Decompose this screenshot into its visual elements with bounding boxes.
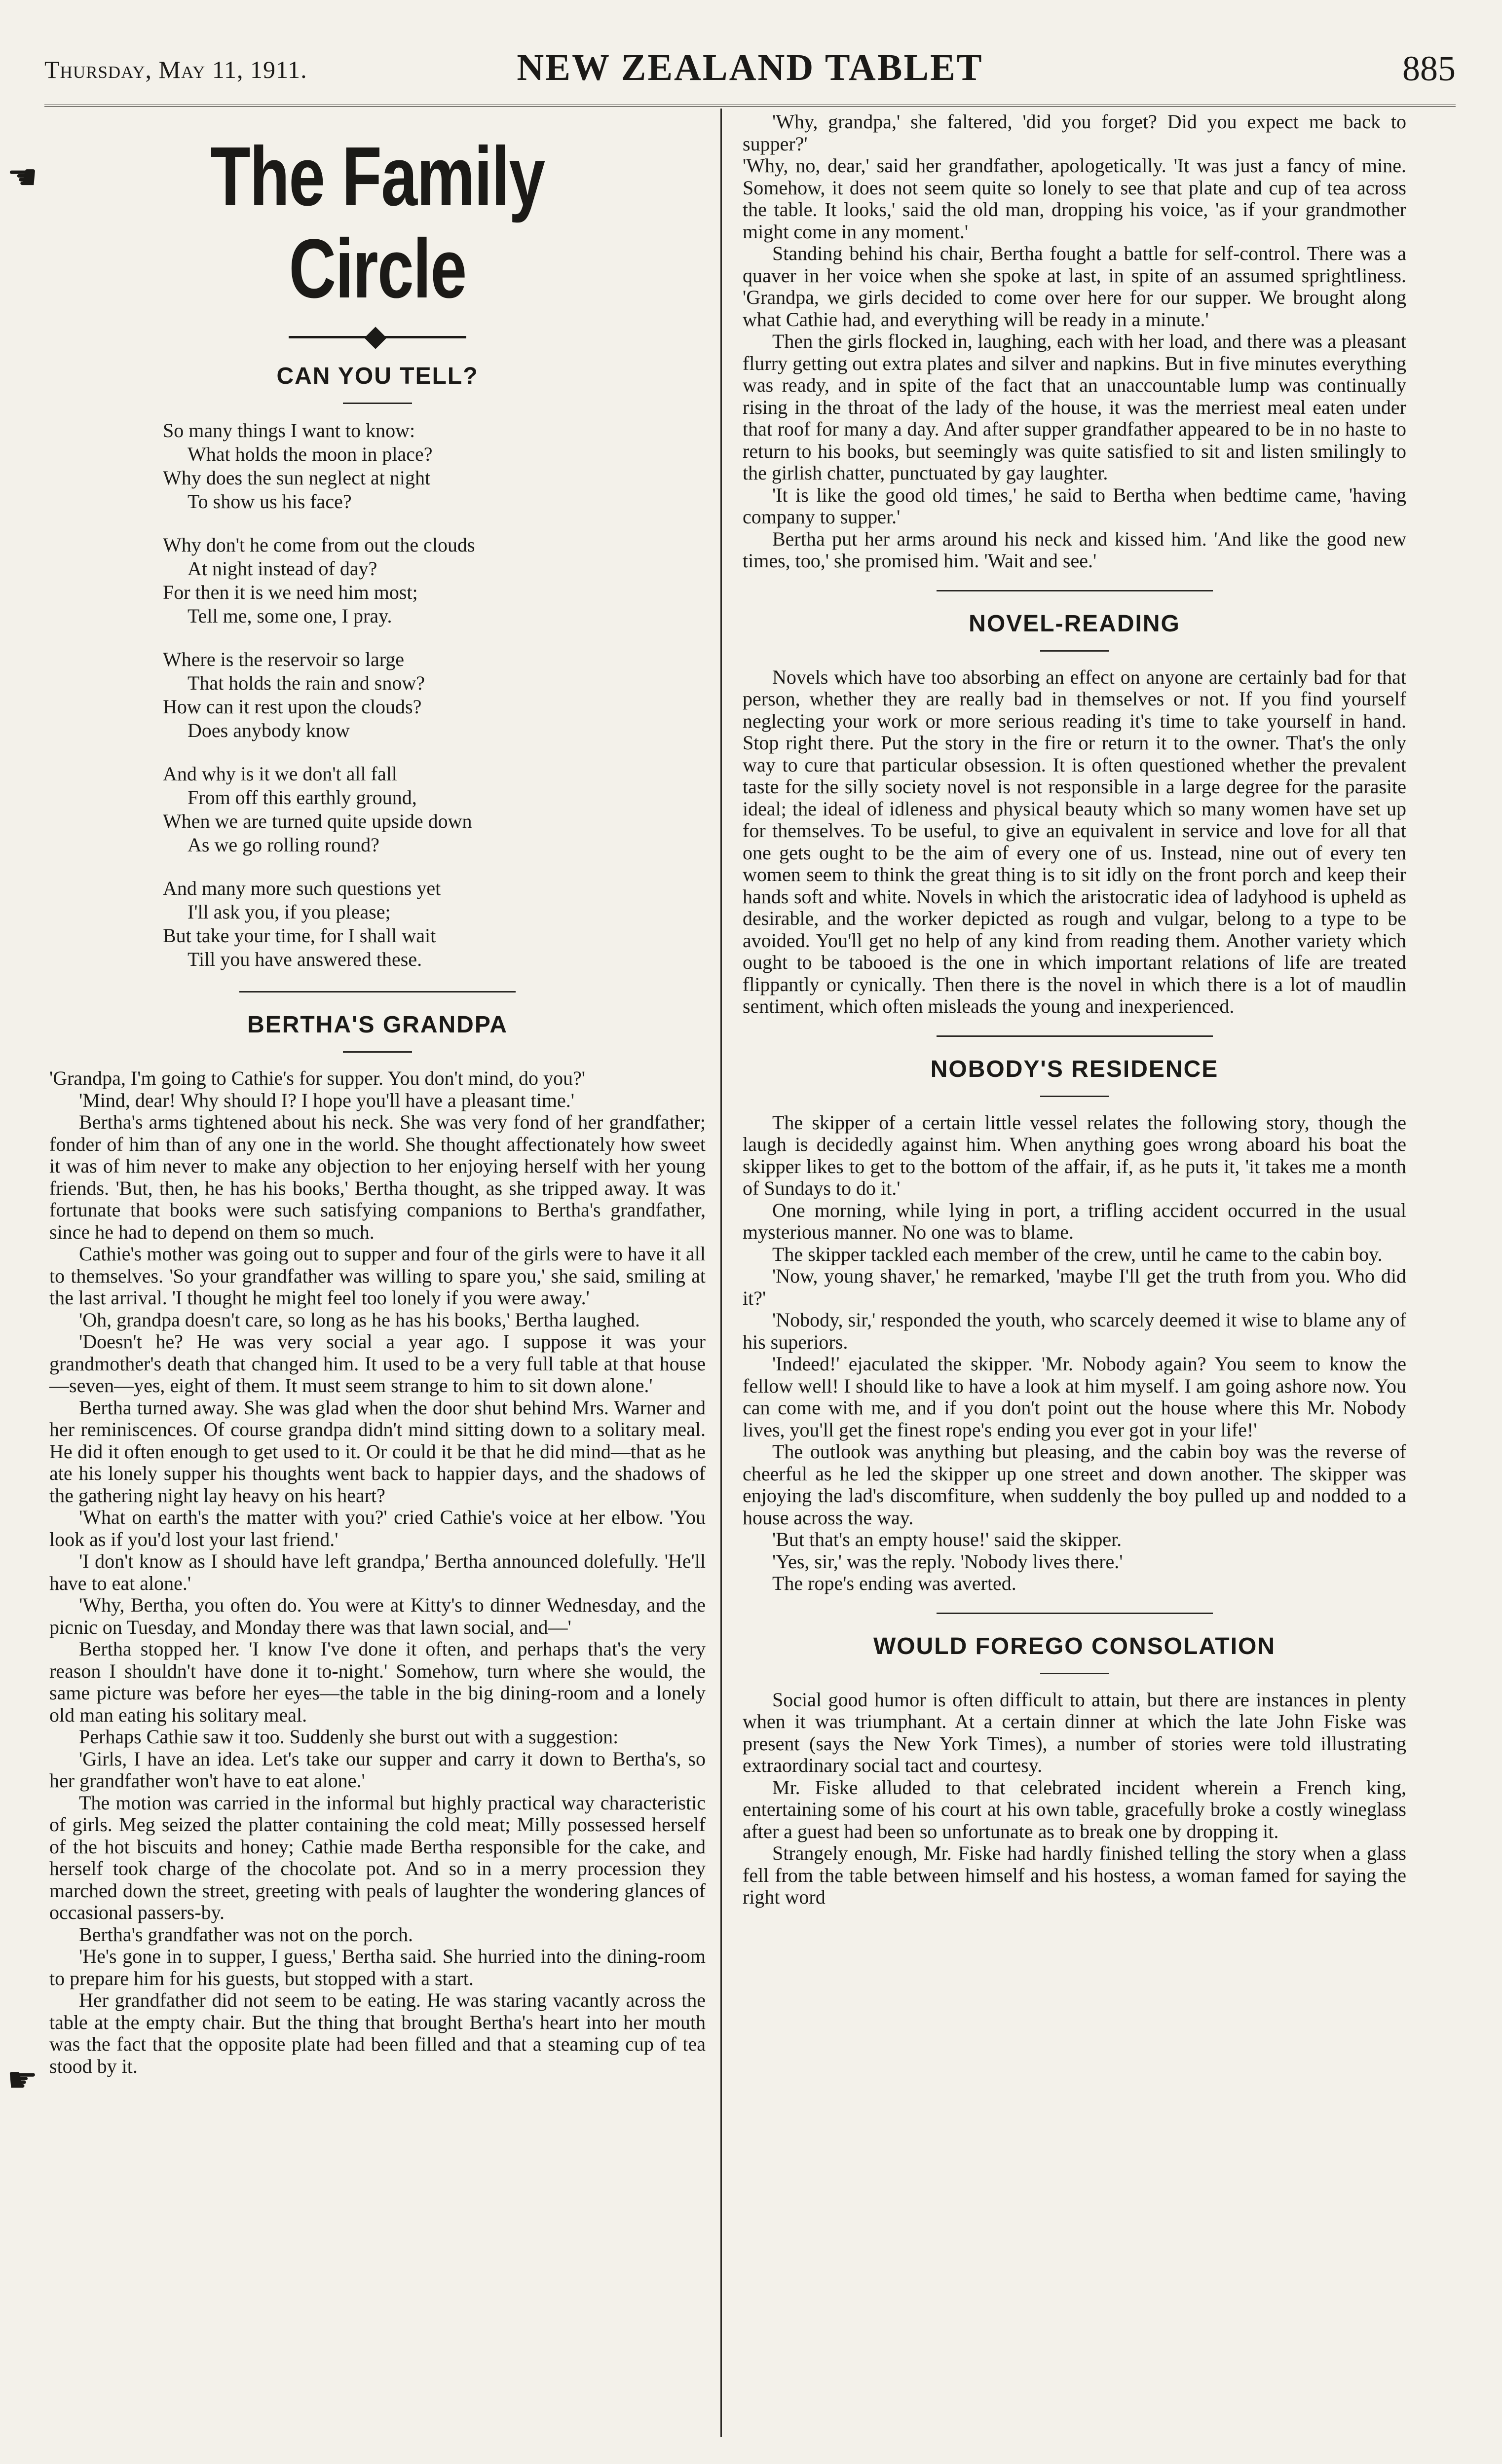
poem-line: How can it rest upon the clouds? [163,696,422,718]
paragraph: The rope's ending was averted. [772,1572,1016,1594]
poem-line: So many things I want to know: [163,419,415,441]
section-title-consolation: WOULD FOREGO CONSOLATION [873,1633,1276,1659]
paragraph: Strangely enough, Mr. Fiske had hardly finished telling the story when a glass fell from the table between himself and his hostess, a woman famed for saying the right word [743,1842,1406,1908]
section-title-novel: NOVEL-READING [969,610,1180,637]
poem-line: But take your time, for I shall wait [163,924,436,947]
poem-line: From off this earthly ground, [188,786,417,809]
poem-line: I'll ask you, if you please; [188,901,391,923]
pointing-hand-icon: ☛ [7,2061,38,2099]
paragraph: 'Mind, dear! Why should I? I hope you'll have a pleasant time.' [79,1089,574,1111]
article-consolation [743,1689,1406,1909]
paragraph: 'Nobody, sir,' responded the youth, who scarcely deemed it wise to blame any of his superiors. [743,1309,1406,1353]
poem-title: CAN YOU TELL? [276,363,479,389]
masthead [44,43,1456,103]
poem-line: Tell me, some one, I pray. [188,605,392,627]
page-title: The Family Circle [210,130,545,316]
section-rule [937,1613,1213,1614]
section-rule [1040,650,1109,652]
paragraph: 'Doesn't he? He was very social a year ago. I suppose it was your grandmother's death that changed him. It used to be a very full table at that house—seven—yes, eight of them. It must seem strange to him to sit down alone.' [49,1330,706,1397]
title-ornament [289,330,466,344]
page-number: 885 [1402,49,1456,88]
paragraph: Mr. Fiske alluded to that celebrated incident wherein a French king, entertaining some of his court at his own table, gracefully broke a costly wineglass after a guest had been so unfortunate as to break one by dropping it. [743,1776,1406,1842]
right-column [743,111,1406,1909]
paragraph: One morning, while lying in port, a trifling accident occurred in the usual mysterious manner. No one was to blame. [743,1199,1406,1243]
poem-line: For then it is we need him most; [163,581,418,603]
paragraph: Her grandfather did not seem to be eating. He was staring vacantly across the table at the empty chair. But the thing that brought Bertha's heart into her mouth was the fact that the opposite plate had been filled and that a steaming cup of tea stood by it. [49,1989,706,2077]
paragraph: 'Yes, sir,' was the reply. 'Nobody lives there.' [772,1550,1123,1573]
publication-title: NEW ZEALAND TABLET [517,47,983,88]
poem-line: Why don't he come from out the clouds [163,534,475,556]
paragraph: Bertha's grandfather was not on the porch. [79,1923,413,1946]
paragraph: 'Why, Bertha, you often do. You were at Kitty's to dinner Wednesday, and the picnic on Tuesday, and Monday there was that lawn social, and—' [49,1594,706,1638]
pointing-hand-icon: ☚ [7,159,38,197]
poem-line: That holds the rain and snow? [188,672,425,694]
section-rule [239,991,516,993]
stanza [163,533,706,628]
paragraph: Bertha turned away. She was glad when the door shut behind Mrs. Warner and her reminiscences. Of course grandpa didn't mind sitting down to a solitary meal. He did it often enough to get used to it. Or could it be that he did mind—that as he ate his lonely supper his thoughts went back to happier days, and the shadows of the gathering night lay heavy on his heart? [49,1396,706,1507]
paragraph: 'I don't know as I should have left grandpa,' Bertha announced dolefully. 'He'll have to eat alone.' [49,1550,706,1594]
paragraph: 'Girls, I have an idea. Let's take our supper and carry it down to Bertha's, so her grandfather won't have to eat alone.' [49,1747,706,1792]
stanza [163,762,706,857]
column-divider [720,109,722,2437]
paragraph: Cathie's mother was going out to supper and four of the girls were to have it all to themselves. 'So your grandfather was willing to spare you,' she said, smiling at the last arrival. 'I thought he might feel too lonely if you were away.' [49,1243,706,1309]
paragraph: 'Grandpa, I'm going to Cathie's for supper. You don't mind, do you?' [49,1067,585,1089]
poem [163,419,706,971]
paragraph: The motion was carried in the informal but highly practical way characteristic of girls. Meg seized the platter containing the cold meat; Milly possessed herself of the hot biscuits and honey; Cathie made Bertha responsible for the cake, and herself took charge of the chocolate pot. And so in a merry procession they marched down the street, greeting with peals of laughter the wondering glances of occasional passers-by. [49,1791,706,1923]
stanza [163,877,706,971]
poem-line: And why is it we don't all fall [163,763,397,785]
article-novel [743,666,1406,1018]
masthead-rule [44,105,1456,107]
paragraph: 'What on earth's the matter with you?' cried Cathie's voice at her elbow. 'You look as if you'd lost your last friend.' [49,1506,706,1550]
paragraph: 'It is like the good old times,' he said to Bertha when bedtime came, 'having company to supper.' [743,483,1406,528]
poem-line: And many more such questions yet [163,877,441,899]
section-title-nobody: NOBODY'S RESIDENCE [930,1056,1219,1082]
section-rule [1040,1096,1109,1097]
paragraph: The outlook was anything but pleasing, and the cabin boy was the reverse of cheerful as he led the skipper up one street and down another. The skipper was enjoying the lad's discomfiture, when suddenly the boy pulled up and nodded to a house across the way. [743,1440,1406,1529]
left-column [49,111,706,2077]
poem-line: Where is the reservoir so large [163,648,405,670]
poem-line: Till you have answered these. [188,948,422,970]
issue-date: Thursday, May 11, 1911. [44,56,307,83]
section-rule [937,590,1213,591]
paragraph: 'Oh, grandpa doesn't care, so long as he has his books,' Bertha laughed. [79,1308,640,1331]
paragraph: 'Why, grandpa,' she faltered, 'did you forget? Did you expect me back to supper?' [743,110,1406,155]
poem-line: To show us his face? [188,490,352,513]
section-title-bertha: BERTHA'S GRANDPA [247,1012,508,1038]
article-bertha-continued [743,111,1406,572]
paragraph: The skipper of a certain little vessel relates the following story, though the laugh is decidedly against him. When anything goes wrong aboard his boat the skipper likes to get to the bottom of the affair, if, as he puts it, 'it takes me a month of Sundays to do it.' [743,1111,1406,1199]
paragraph: 'Indeed!' ejaculated the skipper. 'Mr. Nobody again? You seem to know the fellow well! I should like to have a look at him myself. I am going ashore now. You can come with me, and if you don't point out the house where this Mr. Nobody lives, you'll get the finest rope's ending you ever got in your life!' [743,1353,1406,1441]
poem-line: Why does the sun neglect at night [163,467,431,489]
paragraph: Perhaps Cathie saw it too. Suddenly she burst out with a suggestion: [79,1726,619,1748]
poem-line: When we are turned quite upside down [163,810,472,832]
stanza [163,419,706,514]
paragraph: Novels which have too absorbing an effect on anyone are certainly bad for that person, whether they are really bad in themselves or not. If you find yourself neglecting your work or more serious reading it's time to take yourself in hand. Stop right there. Put the story in the fire or return it to the owner. That's the only way to cure that particular obsession. It is often questioned whether the prevalent taste for the silly society novel is not responsible in a large degree for the parasite ideal; the ideal of idleness and physical beauty which so many women have set up for themselves. To be useful, to give an equivalent in service and love for all that one gets ought to be the aim of every one of us. Instead, nine out of every ten women seem to think the great thing is to sit idly on the front porch and keep their hands soft and white. Novels in which the aristocratic idea of ladyhood is upheld as desirable, and the worker depicted as rough and vulgar, belong to a type to be avoided. You'll get no help of any kind from reading them. Another variety which ought to be tabooed is the one in which important relations of life are treated flippantly or cynically. Then there is the novel in which there is a lot of maudlin sentiment, which often misleads the young and inexperienced. [743,665,1406,1017]
section-rule [343,403,412,404]
section-rule [937,1035,1213,1037]
paragraph: 'Now, young shaver,' he remarked, 'maybe I'll get the truth from you. Who did it?' [743,1265,1406,1309]
poem-line: What holds the moon in place? [188,443,433,465]
paragraph: Bertha stopped her. 'I know I've done it often, and perhaps that's the very reason I shouldn't have done it to-night.' Somehow, turn where she would, the same picture was before her eyes—the table in the big dining-room and a lonely old man eating his solitary meal. [49,1638,706,1726]
article-bertha [49,1067,706,2077]
section-rule [1040,1673,1109,1674]
paragraph: Then the girls flocked in, laughing, each with her load, and there was a pleasant flurry getting out extra plates and silver and napkins. But in five minutes everything was ready, and in spite of the fact that an unaccountable lump was continually rising in the throat of the lady of the house, it was the merriest meal eaten under that roof for many a day. And after supper grandfather appeared to be in no haste to return to his books, but seemingly was quite satisfied to sit and listen smilingly to the girlish chatter, punctuated by gay laughter. [743,330,1406,484]
paragraph: 'Why, no, dear,' said her grandfather, apologetically. 'It was just a fancy of mine. Somehow, it does not seem quite so lonely to see that plate and cup of tea across the table. It looks,' said the old man, dropping his voice, 'as if your grandmother might come in any moment.' [743,154,1406,243]
paragraph: Bertha put her arms around his neck and kissed him. 'And like the good new times, too,' she promised him. 'Wait and see.' [743,527,1406,572]
paragraph: The skipper tackled each member of the crew, until he came to the cabin boy. [772,1243,1383,1265]
paragraph: 'But that's an empty house!' said the skipper. [772,1528,1122,1550]
paragraph: Bertha's arms tightened about his neck. She was very fond of her grandfather; fonder of him than of any one in the world. She thought affectionately how sweet it was of him never to make any objection to her enjoying herself with her young friends. 'But, then, he has his books,' Bertha thought, as she tripped away. It was fortunate that books were such satisfying companions to Bertha's grandfather, since he had to depend on them so much. [49,1111,706,1243]
poem-line: Does anybody know [188,719,350,741]
article-nobody [743,1112,1406,1595]
section-rule [343,1051,412,1053]
poem-line: At night instead of day? [188,557,377,580]
poem-line: As we go rolling round? [188,834,379,856]
stanza [163,648,706,742]
paragraph: 'He's gone in to supper, I guess,' Bertha said. She hurried into the dining-room to prepare him for his guests, but stopped with a start. [49,1945,706,1989]
paragraph: Standing behind his chair, Bertha fought a battle for self-control. There was a quaver in her voice when she spoke at last, in spite of an assumed sprightliness. 'Grandpa, we girls decided to come over here for our supper. We brought along what Cathie had, and everything will be ready in a minute.' [743,242,1406,331]
paragraph: Social good humor is often difficult to attain, but there are instances in plenty when it was triumphant. At a certain dinner at which the late John Fiske was present (says the New York Times), a number of stories were told illustrating extraordinary social tact and courtesy. [743,1688,1406,1776]
